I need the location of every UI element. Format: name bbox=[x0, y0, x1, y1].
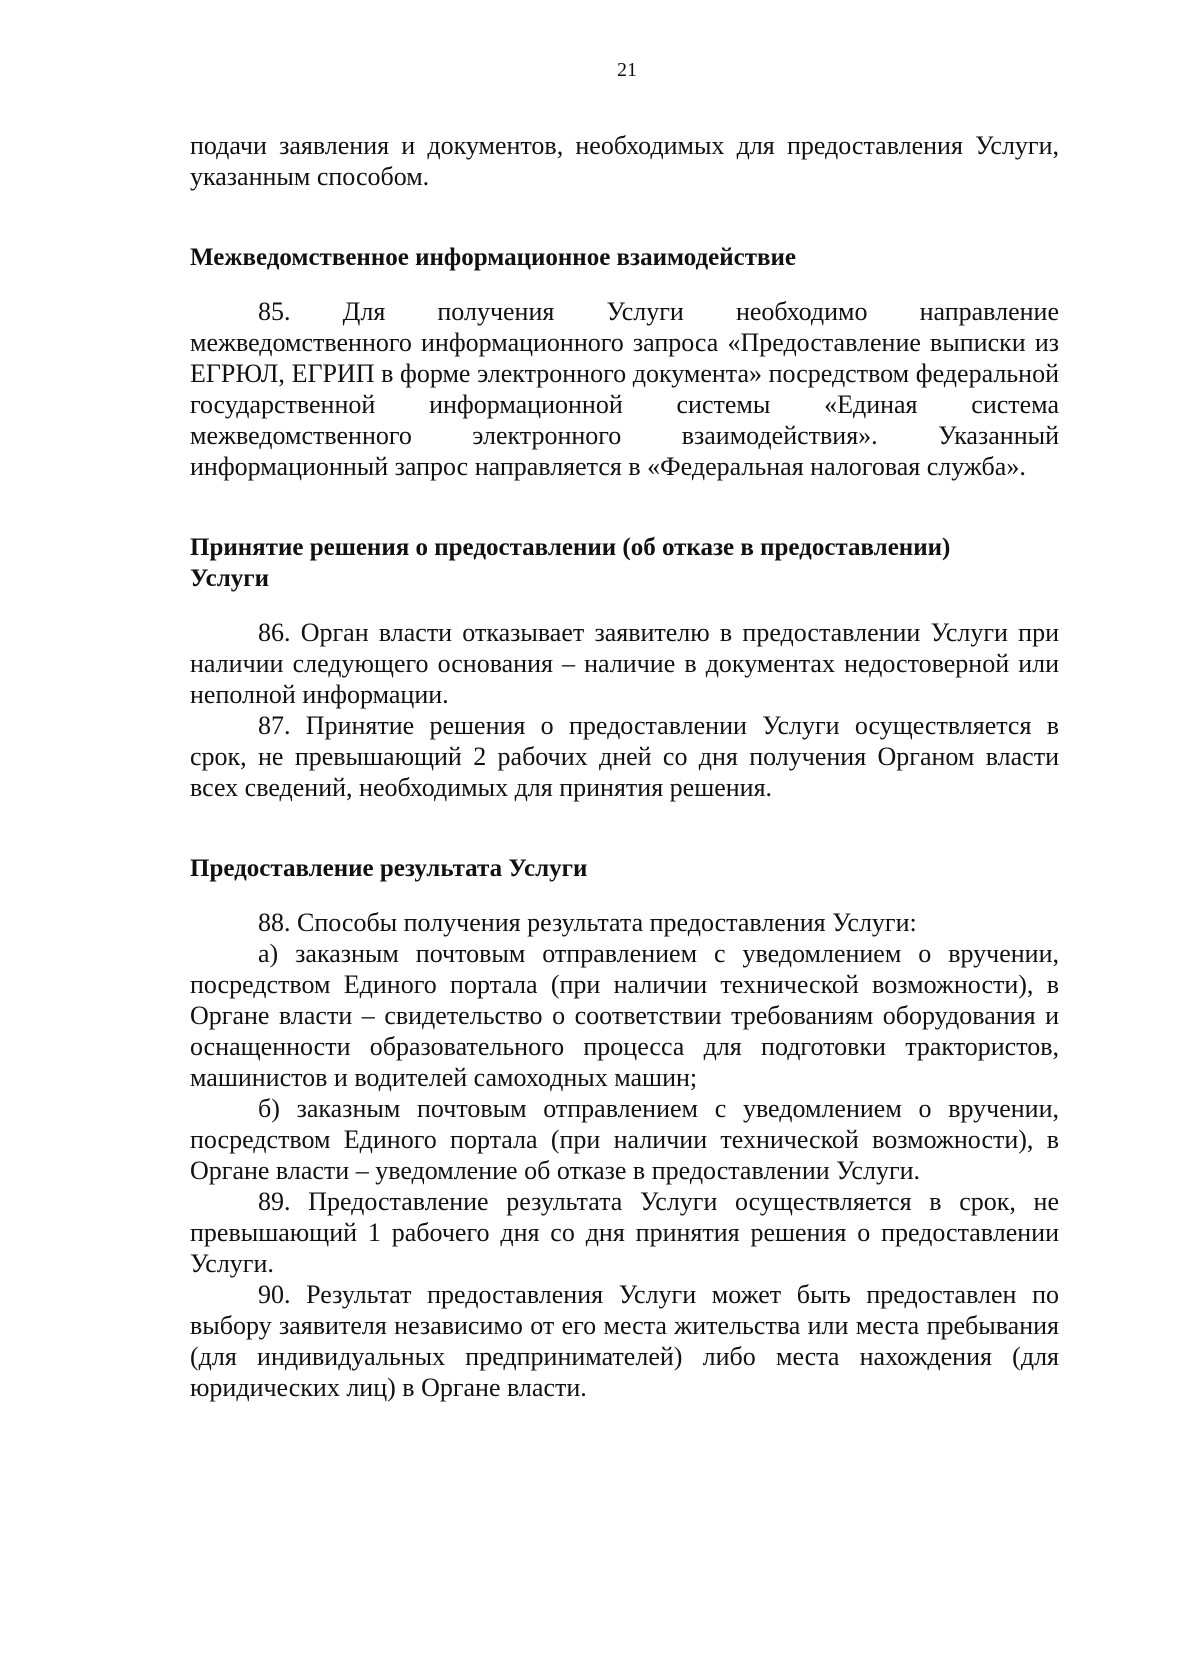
paragraph-88: 88. Способы получения результата предоставления Услуги: bbox=[258, 908, 917, 937]
intro-line-2: указанным способом. bbox=[190, 162, 430, 191]
spacer bbox=[190, 192, 1059, 242]
section-heading-decision: Принятие решения о предоставлении (об отказе в предоставлении) bbox=[190, 534, 951, 561]
spacer bbox=[190, 594, 1059, 617]
spacer bbox=[190, 803, 1059, 853]
page-number: 21 bbox=[617, 59, 637, 81]
spacer bbox=[190, 273, 1059, 296]
section-heading-interagency: Межведомственное информационное взаимодействие bbox=[190, 244, 796, 271]
paragraph-85: 85. Для получения Услуги необходимо направление межведомственного информационного запроса «Предоставление выписки из ЕГРЮЛ, ЕГРИП в форме электронного документа» посредством федеральной государственной информационной системы «Единая система межведомственного электронного взаимодействия». Указанный информационный запрос направляется в «Федеральная налоговая служба». bbox=[190, 297, 1059, 481]
paragraph-88-a: а) заказным почтовым отправлением с уведомлением о вручении, посредством Единого портала (при наличии технической возможности), в Органе власти – свидетельство о соответствии требованиям оборудования и оснащенности образовательного процесса для подготовки трактористов, машинистов и водителей самоходных машин; bbox=[190, 939, 1059, 1092]
spacer bbox=[190, 482, 1059, 532]
document-body bbox=[190, 130, 1059, 1403]
intro-line-1: подачи заявления и документов, необходимых для предоставления Услуги, bbox=[190, 131, 1059, 160]
spacer bbox=[190, 884, 1059, 907]
paragraph-86: 86. Орган власти отказывает заявителю в предоставлении Услуги при наличии следующего основания – наличие в документах недостоверной или неполной информации. bbox=[190, 618, 1059, 709]
section-heading-decision-line2: Услуги bbox=[190, 565, 270, 592]
paragraph-87: 87. Принятие решения о предоставлении Услуги осуществляется в срок, не превышающий 2 рабочих дней со дня получения Органом власти всех сведений, необходимых для принятия решения. bbox=[190, 711, 1059, 802]
section-heading-result: Предоставление результата Услуги bbox=[190, 855, 588, 882]
paragraph-88-b: б) заказным почтовым отправлением с уведомлением о вручении, посредством Единого портала (при наличии технической возможности), в Органе власти – уведомление об отказе в предоставлении Услуги. bbox=[190, 1094, 1059, 1185]
paragraph-89: 89. Предоставление результата Услуги осуществляется в срок, не превышающий 1 рабочего дня со дня принятия решения о предоставлении Услуги. bbox=[190, 1187, 1059, 1278]
paragraph-90: 90. Результат предоставления Услуги может быть предоставлен по выбору заявителя независимо от его места жительства или места пребывания (для индивидуальных предпринимателей) либо места нахождения (для юридических лиц) в Органе власти. bbox=[190, 1280, 1059, 1402]
